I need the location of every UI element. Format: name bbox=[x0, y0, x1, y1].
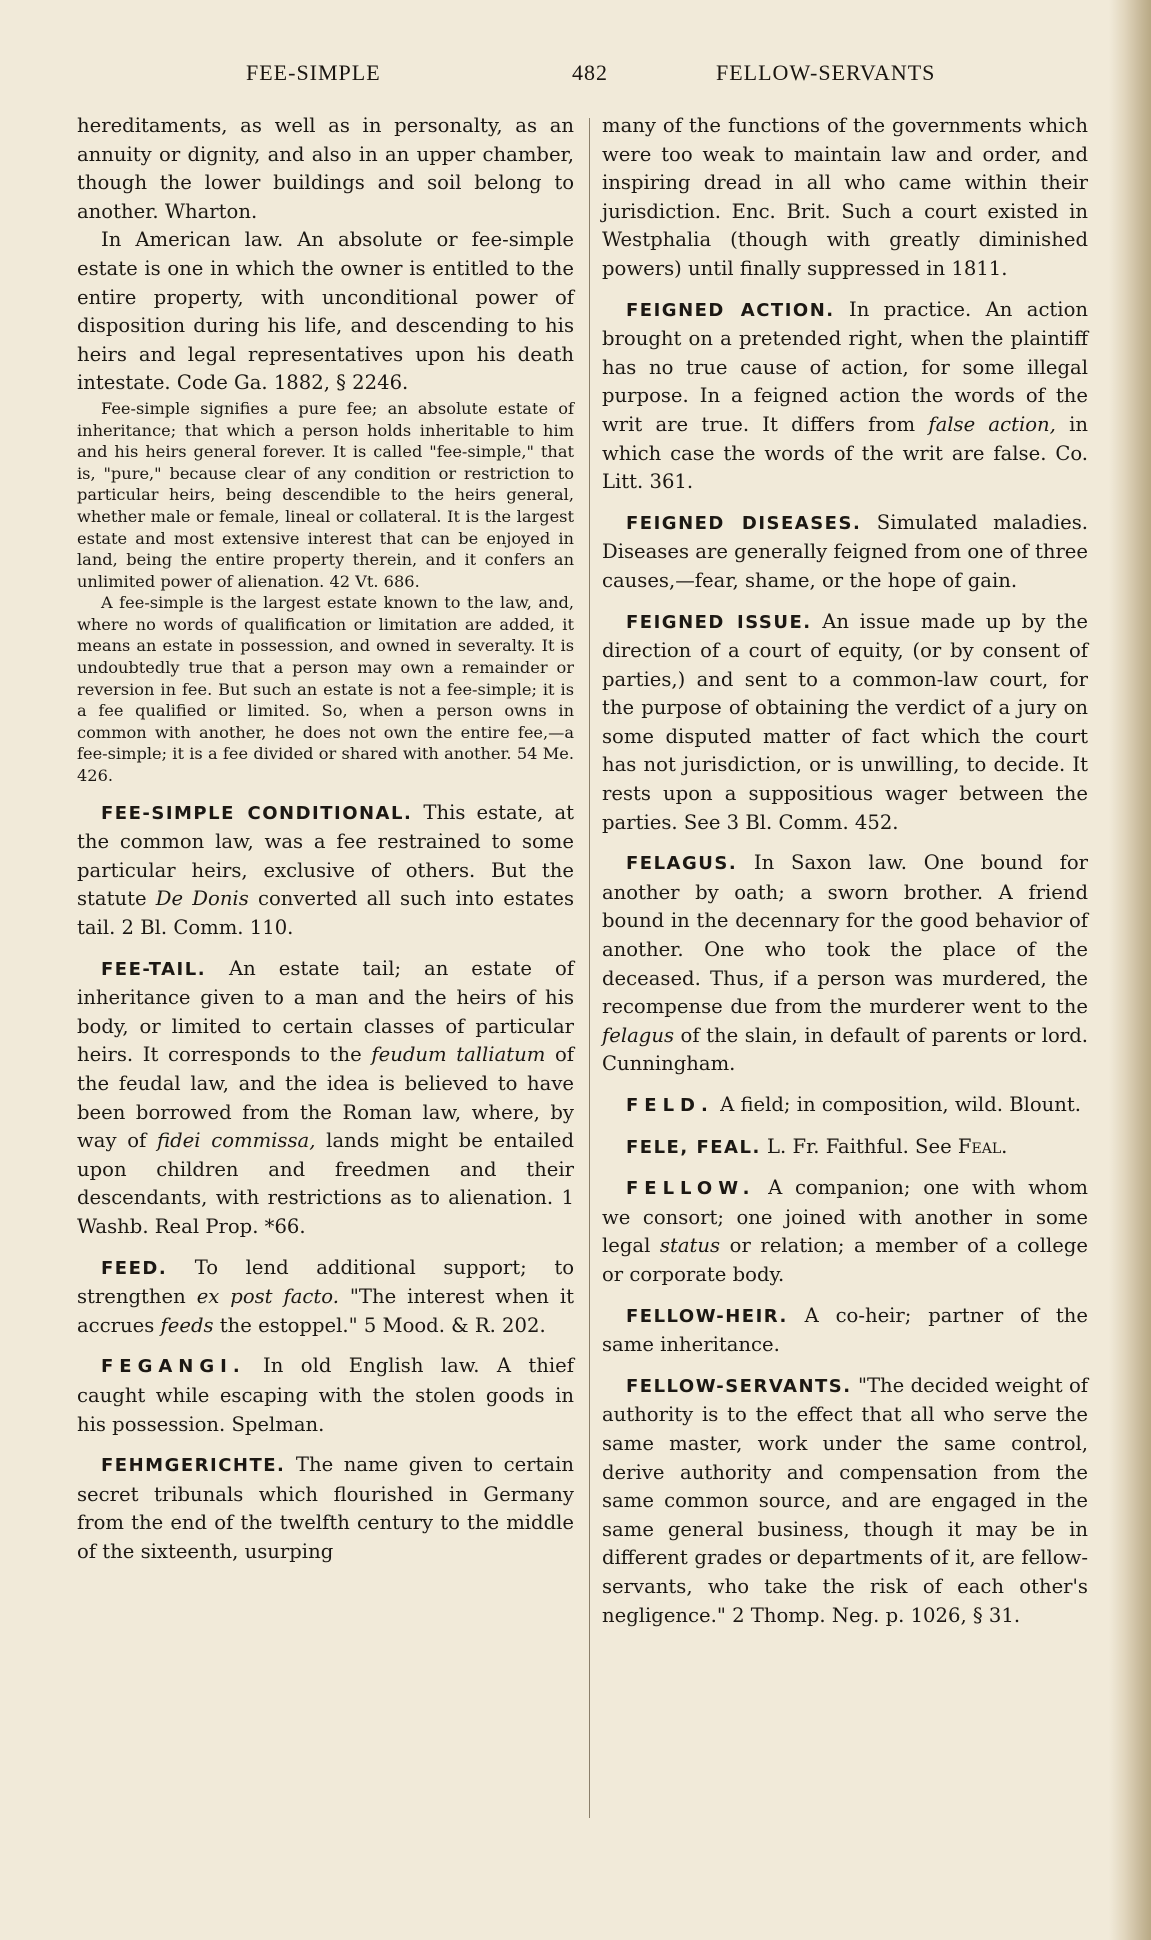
headword: FELLOW. bbox=[626, 1178, 756, 1200]
headword: FEIGNED DISEASES. bbox=[626, 512, 862, 534]
paragraph-text: of the feudal law, and the idea is believed to have been borrowed from the Roman law, where, by way of bbox=[77, 1043, 575, 1153]
header-right-guide-word: FELLOW-SERVANTS bbox=[716, 60, 936, 85]
paragraph-text: in which case the words of the writ are false. Co. Litt. 361. bbox=[602, 412, 1088, 494]
paragraph bbox=[602, 1091, 1088, 1121]
paragraph bbox=[77, 226, 574, 398]
paragraph: hereditaments, as well as in personalty, as an annuity or dignity, and also in an upper chamber, though the lower buildings and soil belong to another. Wharton. bbox=[77, 114, 574, 223]
headword: FELE, FEAL. bbox=[626, 1136, 761, 1158]
paragraph-text: lands might be entailed upon children and freedmen and their descendants, with restrictions as to alienation. 1 Washb. Real Prop. *66. bbox=[77, 1129, 574, 1238]
paragraph-text: In old English law. A thief caught while escaping with the stolen goods in his possession. Spelman. bbox=[77, 1354, 574, 1436]
paragraph: many of the functions of the governments which were too weak to maintain law and order, and inspiring dread in all who came within their jurisdiction. Enc. Brit. Such a court existed in Westphalia (though with greatly diminished powers) until finally suppressed in 1811. bbox=[602, 114, 1088, 280]
headword: FEIGNED ISSUE. bbox=[626, 611, 812, 633]
paragraph-text: An absolute or fee-simple estate is one in which the owner is entitled to the entire property, with unconditional power of disposition during his life, and descending to his heirs and legal representatives upon his death intestate. Code Ga. 1882, § 2246. bbox=[77, 228, 574, 395]
paragraph-text: A field; in composition, wild. Blount. bbox=[713, 1093, 1081, 1116]
cross-reference: Feal. bbox=[957, 1134, 1008, 1158]
entry-fellow bbox=[602, 1174, 1088, 1289]
paragraph bbox=[602, 608, 1088, 838]
headword: FELD. bbox=[626, 1095, 714, 1116]
headword: FEED. bbox=[101, 1257, 168, 1279]
entry-feed bbox=[77, 1254, 574, 1341]
headword: FEHMGERICHTE. bbox=[101, 1455, 286, 1477]
paragraph-text: Simulated maladies. Diseases are generally feigned from one of three causes,—fear, shame, or the hope of gain. bbox=[602, 510, 1088, 592]
entry-feigned-issue bbox=[602, 608, 1088, 838]
entry-fehmgerichte-continued bbox=[602, 112, 1088, 284]
headword: FELLOW-SERVANTS. bbox=[626, 1375, 852, 1397]
paragraph-text: In Saxon law. One bound for another by oath; a sworn brother. A friend bound in the decennary for the good behavior of another. One who took the place of the deceased. Thus, if a person was murdered, the recompense due from the murderer went to the bbox=[602, 851, 1088, 1019]
entry-fee-tail bbox=[77, 955, 574, 1242]
italic-term: feeds bbox=[160, 1313, 214, 1337]
paragraph-text: An issue made up by the direction of a court of equity, (or by consent of parties,) and sent to a common-law court, for the purpose of obtaining the verdict of a jury on some disputed matter of fact which the court has not jurisdiction, or is unwilling, to decide. It rests upon a suppositious wager between the parties. See 3 Bl. Comm. 452. bbox=[602, 609, 1088, 834]
note-paragraph: Fee-simple signifies a pure fee; an absolute estate of inheritance; that which a person holds inheritable to him and his heirs general forever. It is called "fee-simple," that is, "pure," because clear of any condition or restriction to particular heirs, being descendible to the heirs general, whether male or female, lineal or collateral. It is the largest estate and most extensive interest that can be enjoyed in land, being the entire property therein, and it confers an unlimited power of alienation. 42 Vt. 686. bbox=[77, 398, 574, 591]
entry-fee-simple-conditional bbox=[77, 799, 574, 943]
paragraph bbox=[602, 1174, 1088, 1289]
running-header bbox=[0, 60, 1151, 94]
headword: FEIGNED ACTION. bbox=[626, 299, 835, 321]
paragraph-text: This estate, at the common law, was a fee restrained to some particular heirs, exclusive of others. But the statute bbox=[77, 800, 575, 911]
headword: FEE-SIMPLE CONDITIONAL. bbox=[101, 802, 413, 824]
page-edge-shadow bbox=[1109, 0, 1151, 1940]
paragraph-text: The name given to certain secret tribunals which flourished in Germany from the end of the twelfth century to the middle of the sixteenth, usurping bbox=[77, 1453, 574, 1563]
paragraph bbox=[602, 1133, 1088, 1163]
paragraph-text: In practice. An action brought on a pretended right, when the plaintiff has no true cause of action, for some illegal purpose. In a feigned action the words of the writ are true. It differs from bbox=[602, 297, 1088, 436]
paragraph-text: A co-heir; partner of the same inheritance. bbox=[602, 1303, 1088, 1357]
paragraph bbox=[77, 1352, 574, 1439]
paragraph bbox=[77, 799, 574, 943]
paragraph-text: To lend additional support; to strengthen bbox=[77, 1255, 574, 1309]
right-column bbox=[602, 112, 1088, 1642]
paragraph bbox=[602, 849, 1088, 1079]
italic-term: false action, bbox=[928, 412, 1056, 436]
italic-term: feudum talliatum bbox=[371, 1043, 546, 1067]
entry-fele-feal bbox=[602, 1133, 1088, 1163]
italic-term: ex post facto. bbox=[196, 1285, 339, 1309]
headword: FEGANGI. bbox=[101, 1356, 246, 1378]
paragraph bbox=[602, 1372, 1088, 1630]
headword: FEE-TAIL. bbox=[101, 958, 207, 980]
entry-feigned-diseases bbox=[602, 509, 1088, 596]
subject-lead: In American law. bbox=[101, 228, 284, 252]
headword: FELLOW-HEIR. bbox=[626, 1305, 788, 1327]
italic-term: fidei commissa, bbox=[157, 1129, 316, 1153]
entry-fellow-servants bbox=[602, 1372, 1088, 1630]
italic-term: De Donis bbox=[155, 887, 249, 911]
italic-term: status bbox=[659, 1234, 721, 1258]
paragraph-text: "The decided weight of authority is to the effect that all who serve the same master, work under the same control, derive authority and compensation from the same common source, and are engaged in the same general business, though it may be in different grades or departments of it, are fellow-servants, who take the risk of each other's negligence." 2 Thomp. Neg. p. 1026, § 31. bbox=[602, 1373, 1088, 1627]
entry-fehmgerichte bbox=[77, 1451, 574, 1566]
entry-feld bbox=[602, 1091, 1088, 1121]
entry-felagus bbox=[602, 849, 1088, 1079]
left-column bbox=[77, 112, 574, 1578]
page-number: 482 bbox=[572, 60, 608, 85]
note-paragraph: A fee-simple is the largest estate known to the law, and, where no words of qualification or limitation are added, it means an estate in possession, and owned in severalty. It is undoubtedly true that a person may own a remainder or reversion in fee. But such an estate is not a fee-simple; it is a fee qualified or limited. So, when a person owns in common with another, he does not own the entire fee,—a fee-simple; it is a fee divided or shared with another. 54 Me. 426. bbox=[77, 593, 574, 786]
paragraph-text: the estoppel." 5 Mood. & R. 202. bbox=[213, 1313, 546, 1337]
paragraph bbox=[602, 1302, 1088, 1360]
paragraph-text: of the slain, in default of parents or lord. Cunningham. bbox=[602, 1023, 1088, 1076]
header-left-guide-word: FEE-SIMPLE bbox=[246, 60, 381, 85]
paragraph-text: L. Fr. Faithful. See bbox=[760, 1134, 958, 1158]
paragraph bbox=[602, 296, 1088, 497]
headword: FELAGUS. bbox=[626, 853, 738, 875]
column-divider bbox=[589, 118, 590, 1818]
paragraph-text: An estate tail; an estate of inheritance given to a man and the heirs of his body, or limited to certain classes of particular heirs. It corresponds to the bbox=[77, 956, 574, 1067]
entry-feigned-action bbox=[602, 296, 1088, 497]
paragraph-text: A companion; one with whom we consort; one joined with another in some legal bbox=[602, 1176, 1088, 1258]
entry-fegangi bbox=[77, 1352, 574, 1439]
italic-term: felagus bbox=[602, 1023, 675, 1047]
paragraph bbox=[602, 509, 1088, 596]
paragraph-text: or relation; a member of a college or corporate body. bbox=[602, 1234, 1088, 1286]
paragraph bbox=[77, 1254, 574, 1341]
paragraph bbox=[77, 955, 574, 1242]
entry-fee-continued bbox=[77, 112, 574, 787]
paragraph-text: "The interest when it accrues bbox=[77, 1285, 574, 1337]
entry-fellow-heir bbox=[602, 1302, 1088, 1360]
paragraph-text: converted all such into estates tail. 2 Bl. Comm. 110. bbox=[77, 887, 575, 939]
paragraph bbox=[77, 1451, 574, 1566]
